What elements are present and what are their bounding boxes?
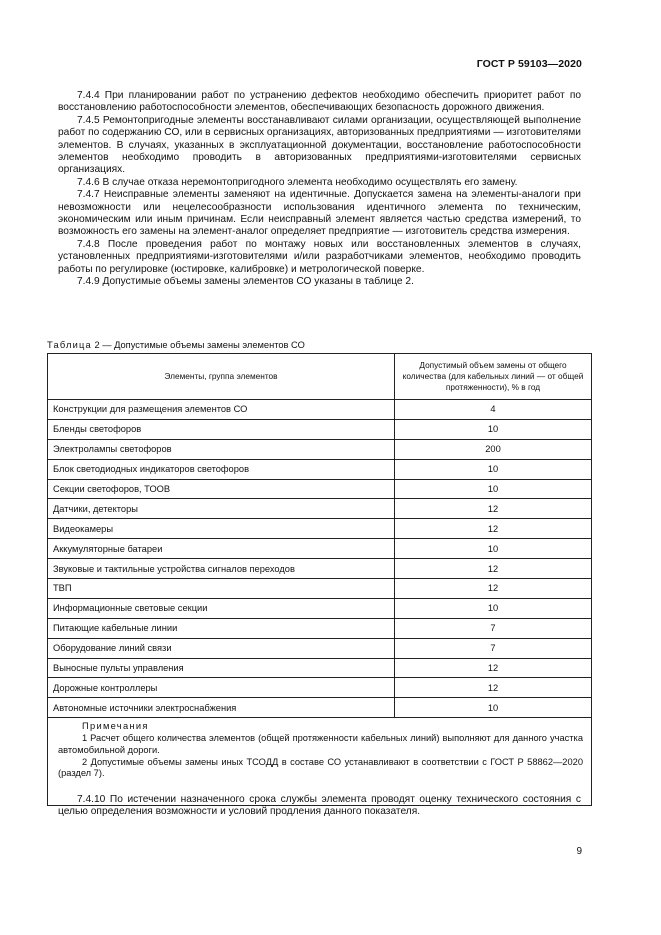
page-number: 9 [576, 846, 582, 857]
row-name: Датчики, детекторы [48, 499, 395, 519]
table-caption [47, 340, 305, 350]
table-row [48, 439, 592, 459]
paragraph-7-4-4: 7.4.4 При планировании работ по устранению дефектов необходимо обеспечить приоритет работ по восстановлению работоспособности элементов, обеспечивающих безопасность дорожного движения. [58, 90, 581, 114]
table-caption-label: Таблица [47, 340, 92, 350]
body-text [58, 90, 581, 289]
paragraph-7-4-6: 7.4.6 В случае отказа неремонтопригодного элемента необходимо осуществлять его замену. [77, 176, 518, 188]
table-row [48, 698, 592, 718]
row-name: Блок светодиодных индикаторов светофоров [48, 459, 395, 479]
table-row [48, 559, 592, 579]
table-notes [48, 718, 592, 806]
row-name: ТВП [48, 579, 395, 599]
header-elements: Элементы, группа элементов [48, 354, 395, 400]
paragraph-7-4-7: 7.4.7 Неисправные элементы заменяют на идентичные. Допускается замена на элементы-аналоги при невозможности или нецелесообразности использования идентичного элемента по техническим, экономическим или иным причинам. Если неисправный элемент является частью средства измерений, то возможность его замены на элемент-аналог определяет предприятие — изготовитель средства измерения. [58, 189, 581, 238]
row-value: 12 [395, 519, 592, 539]
header-allowed-volume: Допустимый объем замены от общего количества (для кабельных линий — от общей протяженности), % в год [395, 354, 592, 400]
row-name: Автономные источники электроснабжения [48, 698, 395, 718]
table-row [48, 579, 592, 599]
paragraph-7-4-5: 7.4.5 Ремонтопригодные элементы восстанавливают силами организации, осуществляющей выполнение работ по содержанию СО, или в сервисных организациях, авторизованных предприятиями — изготовителями элементов. В случаях, указанных в эксплуатационной документации, восстановление работоспособности элементов необходимо проводить в авторизованных предприятиями-изготовителями сервисных организациях. [58, 114, 581, 176]
table-row [48, 539, 592, 559]
table-row [48, 499, 592, 519]
table-header-row [48, 354, 592, 400]
row-name: Оборудование линий связи [48, 638, 395, 658]
paragraph-7-4-8: 7.4.8 После проведения работ по монтажу новых или восстановленных элементов в случаях, установленных предприятиями-изготовителями и/или разработчиками элементов, необходимо проводить работы по регулировке (юстировке, калибровке) и метрологической поверке. [58, 238, 581, 275]
table-row [48, 400, 592, 420]
row-name: Выносные пульты управления [48, 658, 395, 678]
paragraph-7-4-9: 7.4.9 Допустимые объемы замены элементов СО указаны в таблице 2. [77, 276, 414, 288]
row-value: 12 [395, 658, 592, 678]
note-item-1: 1 Расчет общего количества элементов (общей протяженности кабельных линий) выполняют для данного участка автомобильной дороги. [58, 733, 583, 755]
row-value: 12 [395, 579, 592, 599]
row-value: 12 [395, 499, 592, 519]
row-name: Электролампы светофоров [48, 439, 395, 459]
row-name: Бленды светофоров [48, 419, 395, 439]
row-name: Видеокамеры [48, 519, 395, 539]
table-row [48, 638, 592, 658]
row-value: 7 [395, 618, 592, 638]
replacement-table-container [47, 353, 592, 806]
row-name: Дорожные контроллеры [48, 678, 395, 698]
row-value: 12 [395, 678, 592, 698]
table-row [48, 618, 592, 638]
table-notes-row [48, 718, 592, 806]
row-value: 12 [395, 559, 592, 579]
table-row [48, 519, 592, 539]
table-row [48, 658, 592, 678]
row-value: 10 [395, 479, 592, 499]
row-value: 4 [395, 400, 592, 420]
final-text [58, 794, 581, 819]
row-value: 10 [395, 459, 592, 479]
row-value: 10 [395, 539, 592, 559]
row-name: Информационные световые секции [48, 598, 395, 618]
table-row [48, 419, 592, 439]
row-name: Питающие кабельные линии [48, 618, 395, 638]
row-name: Аккумуляторные батареи [48, 539, 395, 559]
row-name: Конструкции для размещения элементов СО [48, 400, 395, 420]
row-name: Секции светофоров, ТООВ [48, 479, 395, 499]
row-value: 10 [395, 698, 592, 718]
row-value: 10 [395, 598, 592, 618]
row-value: 200 [395, 439, 592, 459]
table-row [48, 479, 592, 499]
row-value: 7 [395, 638, 592, 658]
paragraph-7-4-10: 7.4.10 По истечении назначенного срока службы элемента проводят оценку технического состояния с целью определения возможности и условий продления данного показателя. [58, 794, 581, 818]
table-row [48, 598, 592, 618]
replacement-table [47, 353, 592, 806]
table-row [48, 678, 592, 698]
table-caption-text: 2 — Допустимые объемы замены элементов СО [94, 340, 305, 350]
notes-title: Примечания [82, 721, 149, 732]
table-row [48, 459, 592, 479]
row-name: Звуковые и тактильные устройства сигналов переходов [48, 559, 395, 579]
row-value: 10 [395, 419, 592, 439]
note-item-2: 2 Допустимые объемы замены иных ТСОДД в составе СО устанавливают в соответствии с ГОСТ Р 58862—2020 (раздел 7). [58, 756, 583, 779]
standard-designation: ГОСТ Р 59103—2020 [476, 58, 582, 70]
